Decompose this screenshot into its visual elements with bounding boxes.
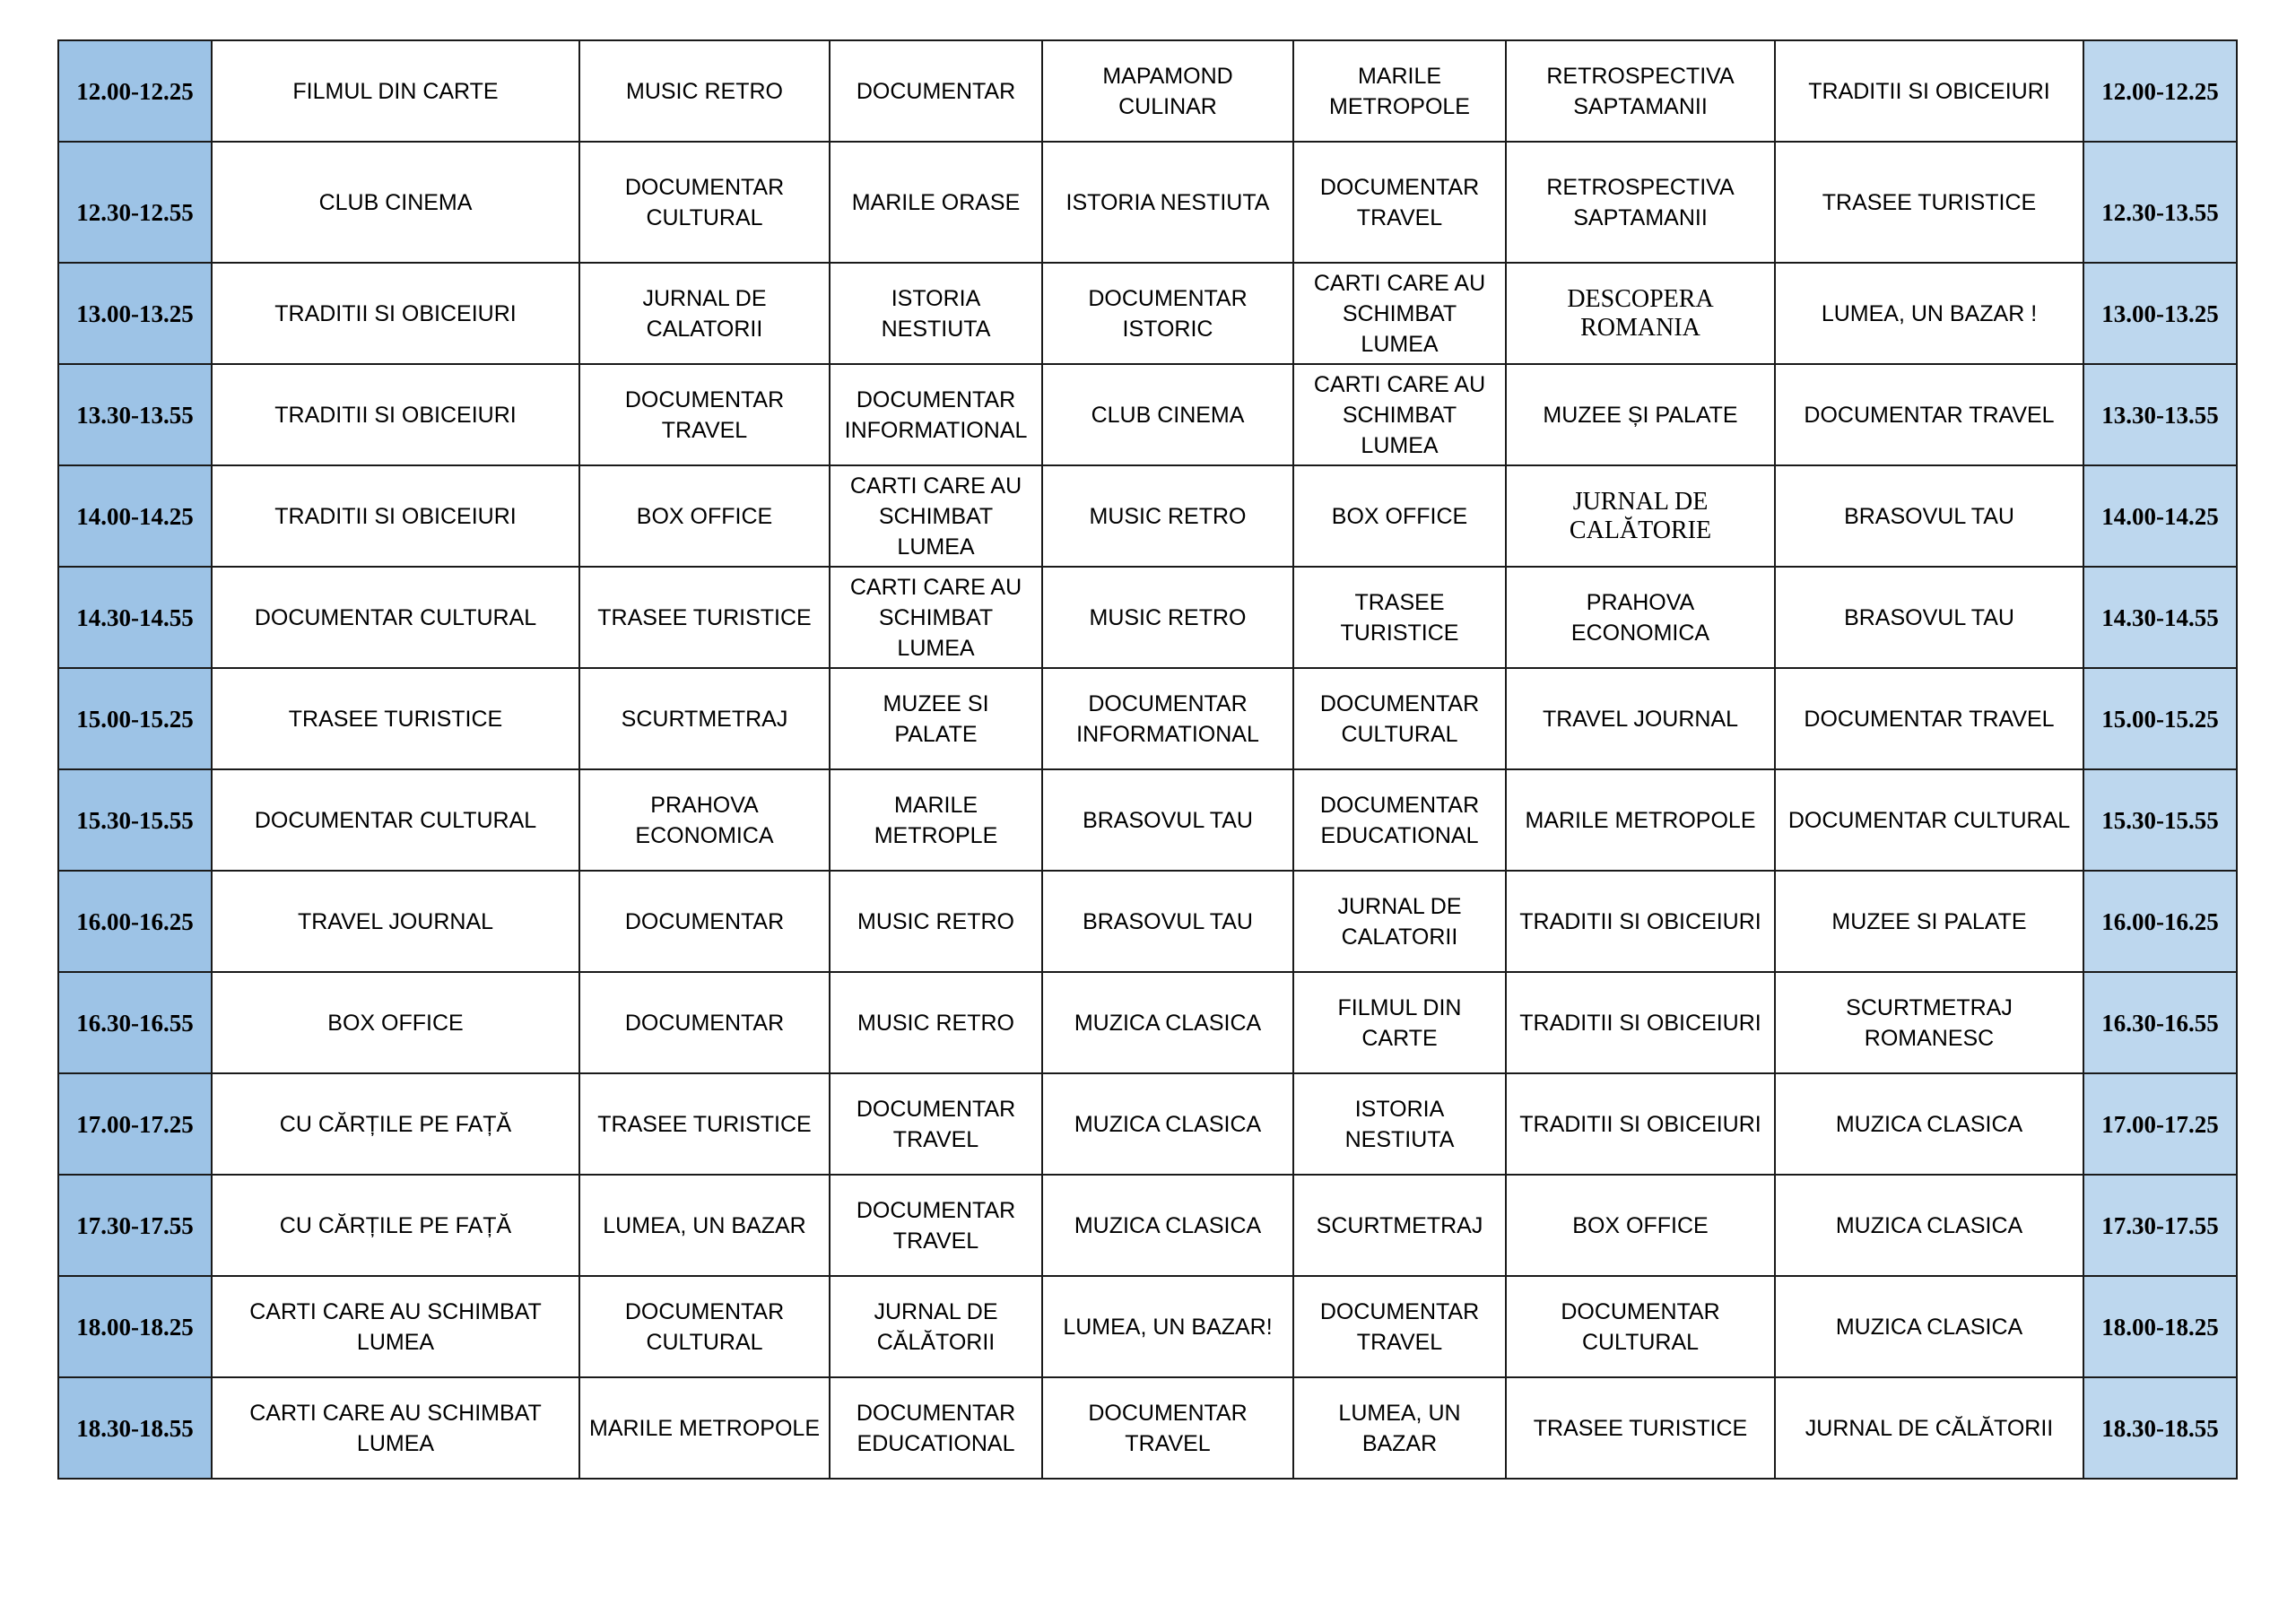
schedule-body — [58, 40, 2237, 1479]
program-cell: TRADITII SI OBICEIURI — [212, 465, 579, 567]
program-cell: DOCUMENTAR TRAVEL — [830, 1073, 1042, 1175]
program-cell: SCURTMETRAJ ROMANESC — [1775, 972, 2083, 1073]
program-cell: CU CĂRȚILE PE FAȚĂ — [212, 1175, 579, 1276]
program-cell: LUMEA, UN BAZAR — [579, 1175, 830, 1276]
time-slot-start: 12.00-12.25 — [58, 40, 212, 142]
time-slot-end: 18.30-18.55 — [2083, 1377, 2237, 1479]
program-cell: JURNAL DE CALĂTORIE — [1506, 465, 1775, 567]
program-cell: TRADITII SI OBICEIURI — [212, 364, 579, 465]
program-cell: MUZEE ȘI PALATE — [1506, 364, 1775, 465]
time-slot-end: 13.00-13.25 — [2083, 263, 2237, 364]
program-cell: DOCUMENTAR TRAVEL — [1775, 668, 2083, 769]
table-row — [58, 1276, 2237, 1377]
time-slot-start: 16.30-16.55 — [58, 972, 212, 1073]
time-slot-end: 13.30-13.55 — [2083, 364, 2237, 465]
program-cell: DOCUMENTAR EDUCATIONAL — [830, 1377, 1042, 1479]
program-cell: MUSIC RETRO — [1042, 465, 1293, 567]
program-cell: RETROSPECTIVA SAPTAMANII — [1506, 142, 1775, 263]
program-cell: TRASEE TURISTICE — [579, 1073, 830, 1175]
program-cell: MUZICA CLASICA — [1042, 1175, 1293, 1276]
table-row — [58, 465, 2237, 567]
time-slot-end: 16.00-16.25 — [2083, 871, 2237, 972]
program-cell: MUZICA CLASICA — [1042, 972, 1293, 1073]
program-cell: TRADITII SI OBICEIURI — [1506, 972, 1775, 1073]
time-slot-start: 17.30-17.55 — [58, 1175, 212, 1276]
program-cell: TRADITII SI OBICEIURI — [212, 263, 579, 364]
time-slot-end: 14.00-14.25 — [2083, 465, 2237, 567]
program-cell: BOX OFFICE — [1506, 1175, 1775, 1276]
program-cell: CU CĂRȚILE PE FAȚĂ — [212, 1073, 579, 1175]
program-cell: MARILE ORASE — [830, 142, 1042, 263]
program-cell: DOCUMENTAR INFORMATIONAL — [830, 364, 1042, 465]
time-slot-start: 16.00-16.25 — [58, 871, 212, 972]
program-cell: LUMEA, UN BAZAR ! — [1775, 263, 2083, 364]
program-cell: TRASEE TURISTICE — [212, 668, 579, 769]
program-cell: RETROSPECTIVA SAPTAMANII — [1506, 40, 1775, 142]
table-row — [58, 769, 2237, 871]
program-cell: FILMUL DIN CARTE — [1293, 972, 1506, 1073]
schedule-table — [57, 39, 2238, 1480]
program-cell: TRASEE TURISTICE — [1293, 567, 1506, 668]
program-cell: BRASOVUL TAU — [1042, 871, 1293, 972]
time-slot-start: 14.30-14.55 — [58, 567, 212, 668]
time-slot-end: 17.30-17.55 — [2083, 1175, 2237, 1276]
program-cell: MARILE METROPOLE — [1506, 769, 1775, 871]
time-slot-start: 18.00-18.25 — [58, 1276, 212, 1377]
program-cell: DOCUMENTAR ISTORIC — [1042, 263, 1293, 364]
program-cell: MUSIC RETRO — [830, 972, 1042, 1073]
program-cell: TRASEE TURISTICE — [579, 567, 830, 668]
program-cell: DOCUMENTAR CULTURAL — [212, 769, 579, 871]
time-slot-end: 15.30-15.55 — [2083, 769, 2237, 871]
program-cell: CARTI CARE AU SCHIMBAT LUMEA — [212, 1276, 579, 1377]
program-cell: TRADITII SI OBICEIURI — [1506, 1073, 1775, 1175]
program-cell: ISTORIA NESTIUTA — [1293, 1073, 1506, 1175]
program-cell: MUSIC RETRO — [1042, 567, 1293, 668]
table-row — [58, 1073, 2237, 1175]
program-cell: ISTORIA NESTIUTA — [1042, 142, 1293, 263]
time-slot-start: 17.00-17.25 — [58, 1073, 212, 1175]
program-cell: MUZEE SI PALATE — [830, 668, 1042, 769]
program-cell: TRASEE TURISTICE — [1775, 142, 2083, 263]
program-cell: DOCUMENTAR CULTURAL — [1293, 668, 1506, 769]
program-cell: TRAVEL JOURNAL — [212, 871, 579, 972]
table-row — [58, 567, 2237, 668]
table-row — [58, 871, 2237, 972]
program-cell: TRADITII SI OBICEIURI — [1506, 871, 1775, 972]
program-cell: LUMEA, UN BAZAR! — [1042, 1276, 1293, 1377]
program-cell: DOCUMENTAR — [579, 871, 830, 972]
time-slot-start: 13.00-13.25 — [58, 263, 212, 364]
schedule-page — [57, 39, 2238, 1480]
table-row — [58, 972, 2237, 1073]
table-row — [58, 263, 2237, 364]
program-cell: SCURTMETRAJ — [579, 668, 830, 769]
program-cell: BRASOVUL TAU — [1775, 465, 2083, 567]
time-slot-end: 14.30-14.55 — [2083, 567, 2237, 668]
program-cell: MARILE METROPOLE — [579, 1377, 830, 1479]
time-slot-end: 12.30-13.55 — [2083, 142, 2237, 263]
program-cell: DOCUMENTAR TRAVEL — [1293, 1276, 1506, 1377]
program-cell: MUZICA CLASICA — [1775, 1073, 2083, 1175]
time-slot-start: 15.30-15.55 — [58, 769, 212, 871]
time-slot-start: 18.30-18.55 — [58, 1377, 212, 1479]
program-cell: SCURTMETRAJ — [1293, 1175, 1506, 1276]
program-cell: DOCUMENTAR TRAVEL — [579, 364, 830, 465]
table-row — [58, 142, 2237, 263]
program-cell: DOCUMENTAR CULTURAL — [579, 1276, 830, 1377]
program-cell: DOCUMENTAR INFORMATIONAL — [1042, 668, 1293, 769]
program-cell: MAPAMOND CULINAR — [1042, 40, 1293, 142]
program-cell: BOX OFFICE — [212, 972, 579, 1073]
time-slot-end: 16.30-16.55 — [2083, 972, 2237, 1073]
program-cell: CLUB CINEMA — [1042, 364, 1293, 465]
program-cell: DOCUMENTAR TRAVEL — [1042, 1377, 1293, 1479]
program-cell: JURNAL DE CALATORII — [1293, 871, 1506, 972]
program-cell: JURNAL DE CALATORII — [579, 263, 830, 364]
program-cell: BOX OFFICE — [1293, 465, 1506, 567]
time-slot-start: 15.00-15.25 — [58, 668, 212, 769]
table-row — [58, 40, 2237, 142]
program-cell: DOCUMENTAR CULTURAL — [579, 142, 830, 263]
program-cell: CLUB CINEMA — [212, 142, 579, 263]
program-cell: TRAVEL JOURNAL — [1506, 668, 1775, 769]
program-cell: DOCUMENTAR TRAVEL — [1775, 364, 2083, 465]
time-slot-start: 14.00-14.25 — [58, 465, 212, 567]
time-slot-start: 12.30-12.55 — [58, 142, 212, 263]
program-cell: MUSIC RETRO — [579, 40, 830, 142]
program-cell: TRASEE TURISTICE — [1506, 1377, 1775, 1479]
table-row — [58, 1175, 2237, 1276]
program-cell: DOCUMENTAR CULTURAL — [1775, 769, 2083, 871]
time-slot-end: 17.00-17.25 — [2083, 1073, 2237, 1175]
time-slot-end: 12.00-12.25 — [2083, 40, 2237, 142]
time-slot-end: 15.00-15.25 — [2083, 668, 2237, 769]
program-cell: CARTI CARE AU SCHIMBAT LUMEA — [212, 1377, 579, 1479]
program-cell: MUZICA CLASICA — [1775, 1276, 2083, 1377]
program-cell: DOCUMENTAR EDUCATIONAL — [1293, 769, 1506, 871]
program-cell: DESCOPERA ROMANIA — [1506, 263, 1775, 364]
program-cell: PRAHOVA ECONOMICA — [1506, 567, 1775, 668]
program-cell: BRASOVUL TAU — [1775, 567, 2083, 668]
program-cell: DOCUMENTAR CULTURAL — [1506, 1276, 1775, 1377]
table-row — [58, 1377, 2237, 1479]
program-cell: MUZICA CLASICA — [1775, 1175, 2083, 1276]
time-slot-end: 18.00-18.25 — [2083, 1276, 2237, 1377]
program-cell: MARILE METROPOLE — [1293, 40, 1506, 142]
program-cell: CARTI CARE AU SCHIMBAT LUMEA — [1293, 263, 1506, 364]
program-cell: CARTI CARE AU SCHIMBAT LUMEA — [1293, 364, 1506, 465]
program-cell: JURNAL DE CĂLĂTORII — [830, 1276, 1042, 1377]
program-cell: DOCUMENTAR TRAVEL — [1293, 142, 1506, 263]
program-cell: PRAHOVA ECONOMICA — [579, 769, 830, 871]
table-row — [58, 668, 2237, 769]
program-cell: ISTORIA NESTIUTA — [830, 263, 1042, 364]
program-cell: MUZICA CLASICA — [1042, 1073, 1293, 1175]
program-cell: MUSIC RETRO — [830, 871, 1042, 972]
program-cell: CARTI CARE AU SCHIMBAT LUMEA — [830, 567, 1042, 668]
program-cell: TRADITII SI OBICEIURI — [1775, 40, 2083, 142]
program-cell: BOX OFFICE — [579, 465, 830, 567]
program-cell: CARTI CARE AU SCHIMBAT LUMEA — [830, 465, 1042, 567]
program-cell: BRASOVUL TAU — [1042, 769, 1293, 871]
table-row — [58, 364, 2237, 465]
program-cell: FILMUL DIN CARTE — [212, 40, 579, 142]
program-cell: LUMEA, UN BAZAR — [1293, 1377, 1506, 1479]
program-cell: MUZEE SI PALATE — [1775, 871, 2083, 972]
program-cell: DOCUMENTAR — [830, 40, 1042, 142]
program-cell: JURNAL DE CĂLĂTORII — [1775, 1377, 2083, 1479]
program-cell: MARILE METROPLE — [830, 769, 1042, 871]
time-slot-start: 13.30-13.55 — [58, 364, 212, 465]
program-cell: DOCUMENTAR CULTURAL — [212, 567, 579, 668]
program-cell: DOCUMENTAR TRAVEL — [830, 1175, 1042, 1276]
program-cell: DOCUMENTAR — [579, 972, 830, 1073]
